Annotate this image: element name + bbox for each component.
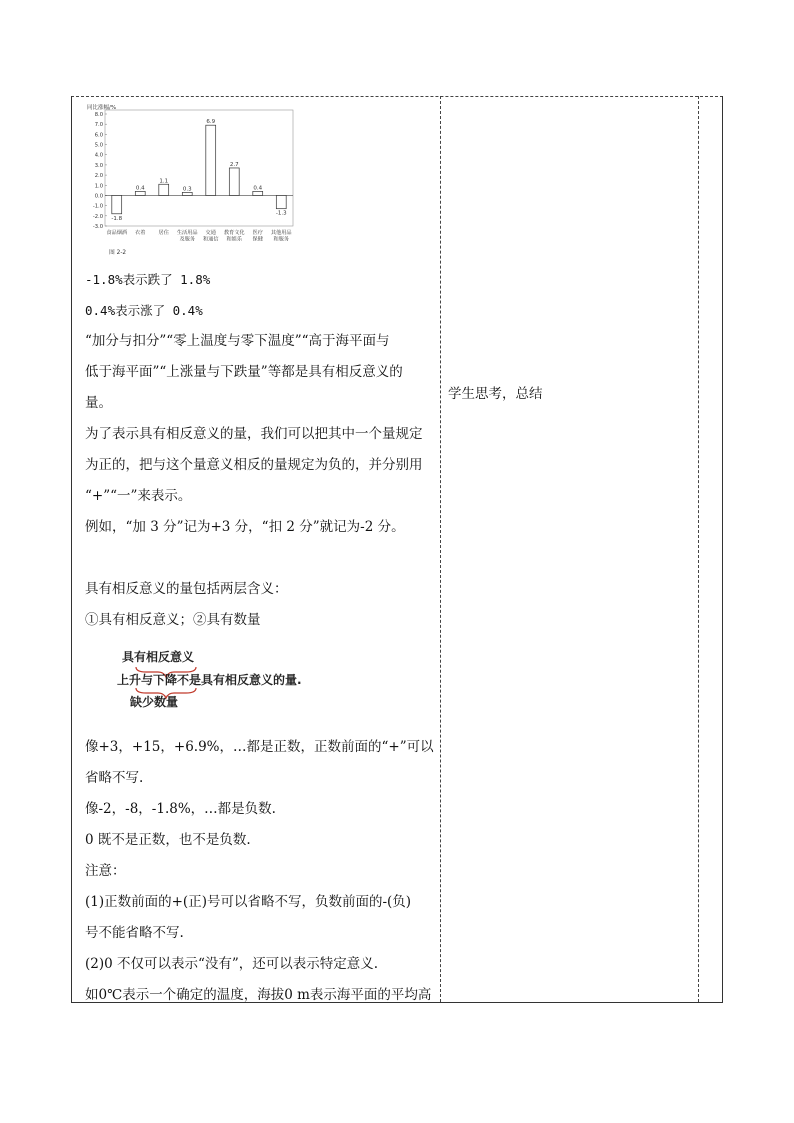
text-line: (2)0 不仅可以表示“没有”，还可以表示特定意义.: [85, 956, 379, 972]
chart-category-label: 及服务: [179, 236, 196, 243]
left-column: [85, 100, 440, 1011]
chart-category-label: 保健: [252, 236, 263, 243]
chart-data-label: 6.9: [206, 119, 216, 126]
table-top-border: [71, 96, 723, 97]
chart-y-tick-label: -2.0: [92, 213, 103, 220]
chart-y-tick-label: 6.0: [94, 132, 103, 139]
diagram-middle-label: 上升与下降不是具有相反意义的量.: [117, 673, 302, 687]
text-line: 像+3，+15，+6.9%，…都是正数，正数前面的“+”可以: [85, 739, 434, 755]
chart-y-tick-label: 0.0: [94, 193, 103, 200]
text-line: ①具有相反意义；②具有数量: [85, 612, 261, 628]
column-divider-2: [698, 96, 699, 1002]
chart-category-label: 和通信: [202, 236, 219, 243]
text-line: 号不能省略不写.: [85, 925, 184, 941]
table-right-border: [722, 96, 723, 1002]
chart-category-label: 教育文化: [223, 230, 245, 236]
text-line: (1)正数前面的+(正)号可以省略不写，负数前面的-(负): [85, 894, 412, 910]
chart-y-tick-label: 4.0: [94, 152, 103, 159]
chart-category-label: 其他用品: [270, 230, 292, 236]
chart-y-tick-label: 8.0: [94, 112, 103, 118]
text-line: -1.8%表示跌了 1.8%: [85, 272, 211, 287]
text-line: 具有相反意义的量包括两层含义：: [85, 581, 288, 597]
chart-y-tick-label: 5.0: [94, 142, 103, 149]
text-line: 0 既不是正数，也不是负数.: [85, 832, 251, 848]
right-column-text: 学生思考，总结: [448, 386, 543, 402]
chart-category-label: 生活用品: [176, 230, 198, 236]
blank-line: [85, 543, 440, 574]
text-line: 0.4%表示涨了 0.4%: [85, 303, 203, 318]
text-line: 像-2，-8，-1.8%，…都是负数.: [85, 801, 276, 817]
chart-data-label: 2.7: [229, 161, 239, 168]
column-divider: [440, 96, 441, 1002]
diagram-top-label: 具有相反意义: [122, 650, 195, 664]
text-line: 低于海平面”“上涨量与下跌量”等都是具有相反意义的: [85, 364, 403, 380]
text-line: 例如，“加 3 分”记为+3 分，“扣 2 分”就记为-2 分。: [85, 519, 405, 535]
chart-data-label: -1.8: [111, 215, 123, 222]
text-line: “加分与扣分”“零上温度与零下温度”“高于海平面与: [85, 333, 390, 349]
text-line: 为了表示具有相反意义的量，我们可以把其中一个量规定: [85, 426, 423, 442]
chart-category-label: 医疗: [252, 230, 263, 236]
chart-data-label: -1.3: [275, 210, 287, 217]
chart-data-label: 0.4: [253, 185, 263, 192]
diagram-bottom-label: 缺少数量: [130, 695, 179, 709]
chart-y-tick-label: 2.0: [94, 173, 103, 180]
text-line: “+”“一”来表示。: [85, 488, 192, 504]
chart-y-tick-label: -1.0: [92, 203, 103, 210]
chart-category-label: 衣着: [135, 230, 146, 236]
chart-data-label: 0.4: [135, 185, 145, 192]
chart-data-label: 0.3: [182, 186, 192, 193]
text-line: 注意：: [85, 863, 126, 879]
chart-y-tick-label: 3.0: [94, 162, 103, 169]
table-left-border: [71, 96, 72, 1002]
chart-caption: 图 2-2: [109, 250, 127, 256]
text-line: 如0℃表示一个确定的温度，海拔0 m表示海平面的平均高: [85, 987, 432, 1003]
chart-category-label: 居住: [158, 230, 169, 236]
text-line: 省略不写.: [85, 770, 144, 786]
chart-category-label: 交通: [205, 230, 216, 236]
concept-diagram: [112, 646, 322, 712]
text-line: 量。: [85, 395, 112, 411]
chart-category-label: 食品烟酒: [106, 230, 128, 236]
chart-y-tick-label: 1.0: [94, 183, 103, 190]
chart-data-label: 1.1: [159, 178, 169, 185]
text-line: 为正的，把与这个量意义相反的量规定为负的，并分别用: [85, 457, 423, 473]
chart-y-tick-label: -3.0: [92, 224, 103, 230]
chart-category-label: 和娱乐: [226, 236, 243, 243]
chart-y-tick-label: 7.0: [94, 122, 103, 129]
chart-category-label: 和服务: [273, 236, 290, 243]
chart-y-axis-label: 同比涨幅/%: [87, 105, 117, 111]
